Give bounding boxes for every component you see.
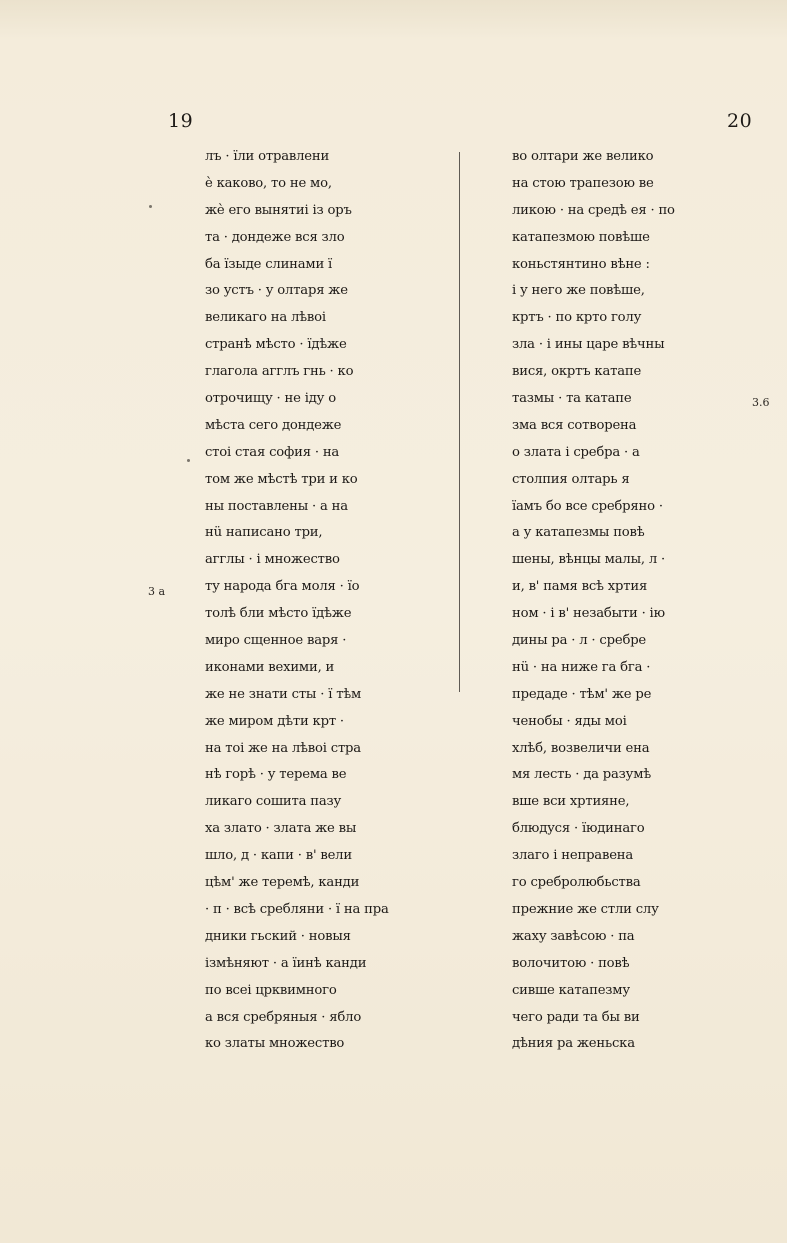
text-line: волочитою · повѣ [512,955,630,971]
text-line: ны поставлены · а на [205,498,348,514]
text-line: и, в' памя всѣ хртия [512,579,648,595]
text-line: на тоі же на лѣвоі стра [205,740,361,756]
text-line: дѣния ра женьска [512,1036,635,1052]
text-line: на стою трапезою ве [512,175,654,191]
text-line: предаде · тѣм' же ре [512,686,652,702]
text-line: а у катапезмы повѣ [512,525,645,541]
text-line: коньстянтино вѣне : [512,256,650,272]
text-line: зо устъ · у олтаря же [205,283,348,299]
text-line: глагола агглъ гнь · ко [205,364,354,380]
text-line: їамъ бо все сребряно · [512,498,663,514]
text-line: жѐ его вынятиі із оръ [205,202,352,218]
text-line: мѣста сего дондеже [205,417,342,433]
text-line: миро сщенное варя · [205,633,347,649]
text-line: ченобы · яды моі [512,713,627,729]
text-line: дники гьский · новыя [205,928,351,944]
text-line: цѣм' же теремѣ, канди [205,875,360,891]
text-line: ізмѣняют · а їинѣ канди [205,955,367,971]
text-line: злаго і неправена [512,848,634,864]
text-line: вше вси хртияне, [512,794,630,810]
page-number-right: 20 [727,110,753,132]
text-line: зма вся сотворена [512,417,637,433]
text-line: ѐ каково, то не мо, [205,175,332,191]
text-line: ба їзыде слинами ї [205,256,333,272]
text-line: нѣ горѣ · у терема ве [205,767,347,783]
text-line: том же мѣстѣ три и ко [205,471,358,487]
text-line: зла · і ины царе вѣчны [512,337,665,353]
right-text-column [512,144,712,1058]
text-line: а вся сребряныя · ябло [205,1009,362,1025]
text-line: нü · на ниже га бга · [512,659,651,675]
left-text-column [205,144,405,1058]
text-line: ликаго сошита пазу [205,794,342,810]
margin-note-left: 3 a [148,585,166,598]
text-line: хлѣб, возвеличи ена [512,740,650,756]
text-line: стоі стая софия · на [205,444,340,460]
text-line: нü написано три, [205,525,323,541]
text-line: і у него же повѣше, [512,283,645,299]
text-line: го сребролюбьства [512,875,641,891]
text-line: шены, вѣнцы малы, л · [512,552,666,568]
text-line: толѣ бли мѣсто їдѣже [205,606,352,622]
text-line: агглы · і множество [205,552,340,568]
text-line: о злата і сребра · а [512,444,640,460]
text-line: сивше катапезму [512,982,630,998]
text-line: ном · і в' незабыти · ію [512,606,665,622]
text-line: тазмы · та катапе [512,391,632,407]
text-line: блюдуся · їюдинаго [512,821,645,837]
text-line: та · дондеже вся зло [205,229,345,245]
text-line: ту народа бга моля · їо [205,579,360,595]
text-line: ко златы множество [205,1036,345,1052]
text-line: лъ · їли отравлени [205,149,330,164]
text-line: дины ра · л · сребре [512,633,647,649]
text-line: катапезмою повѣше [512,229,650,245]
text-line: во олтари же велико [512,149,654,164]
text-line: великаго на лѣвоі [205,310,326,326]
text-line: же не знати сты · ї тѣм [205,686,362,702]
text-line: отрочищу · не іду о [205,391,336,407]
text-line: по всеі црквимного [205,982,337,998]
text-line: же миром дѣти крт · [205,713,344,729]
text-line: вися, окртъ катапе [512,364,642,380]
page-number-left: 19 [168,110,194,132]
text-line: чего ради та бы ви [512,1009,640,1025]
text-line: иконами вехими, и [205,659,335,675]
text-line: ликою · на средѣ ея · по [512,202,675,218]
margin-note-right: 3.6 [752,396,770,409]
text-line: жаху завѣсою · па [512,928,635,944]
text-line: ха злато · злата же вы [205,821,357,837]
text-line: кртъ · по крто голу [512,310,642,326]
ink-speck [149,205,152,208]
text-line: шло, д · капи · в' вели [205,848,352,864]
text-line: прежние же стли слу [512,901,659,917]
text-line: столпия олтарь я [512,471,630,487]
ink-speck [187,459,190,462]
text-line: мя лесть · да разумѣ [512,767,652,783]
text-line: · п · всѣ сребляни · ї на пра [205,901,389,917]
text-line: странѣ мѣсто · їдѣже [205,337,347,353]
column-divider [459,152,460,692]
